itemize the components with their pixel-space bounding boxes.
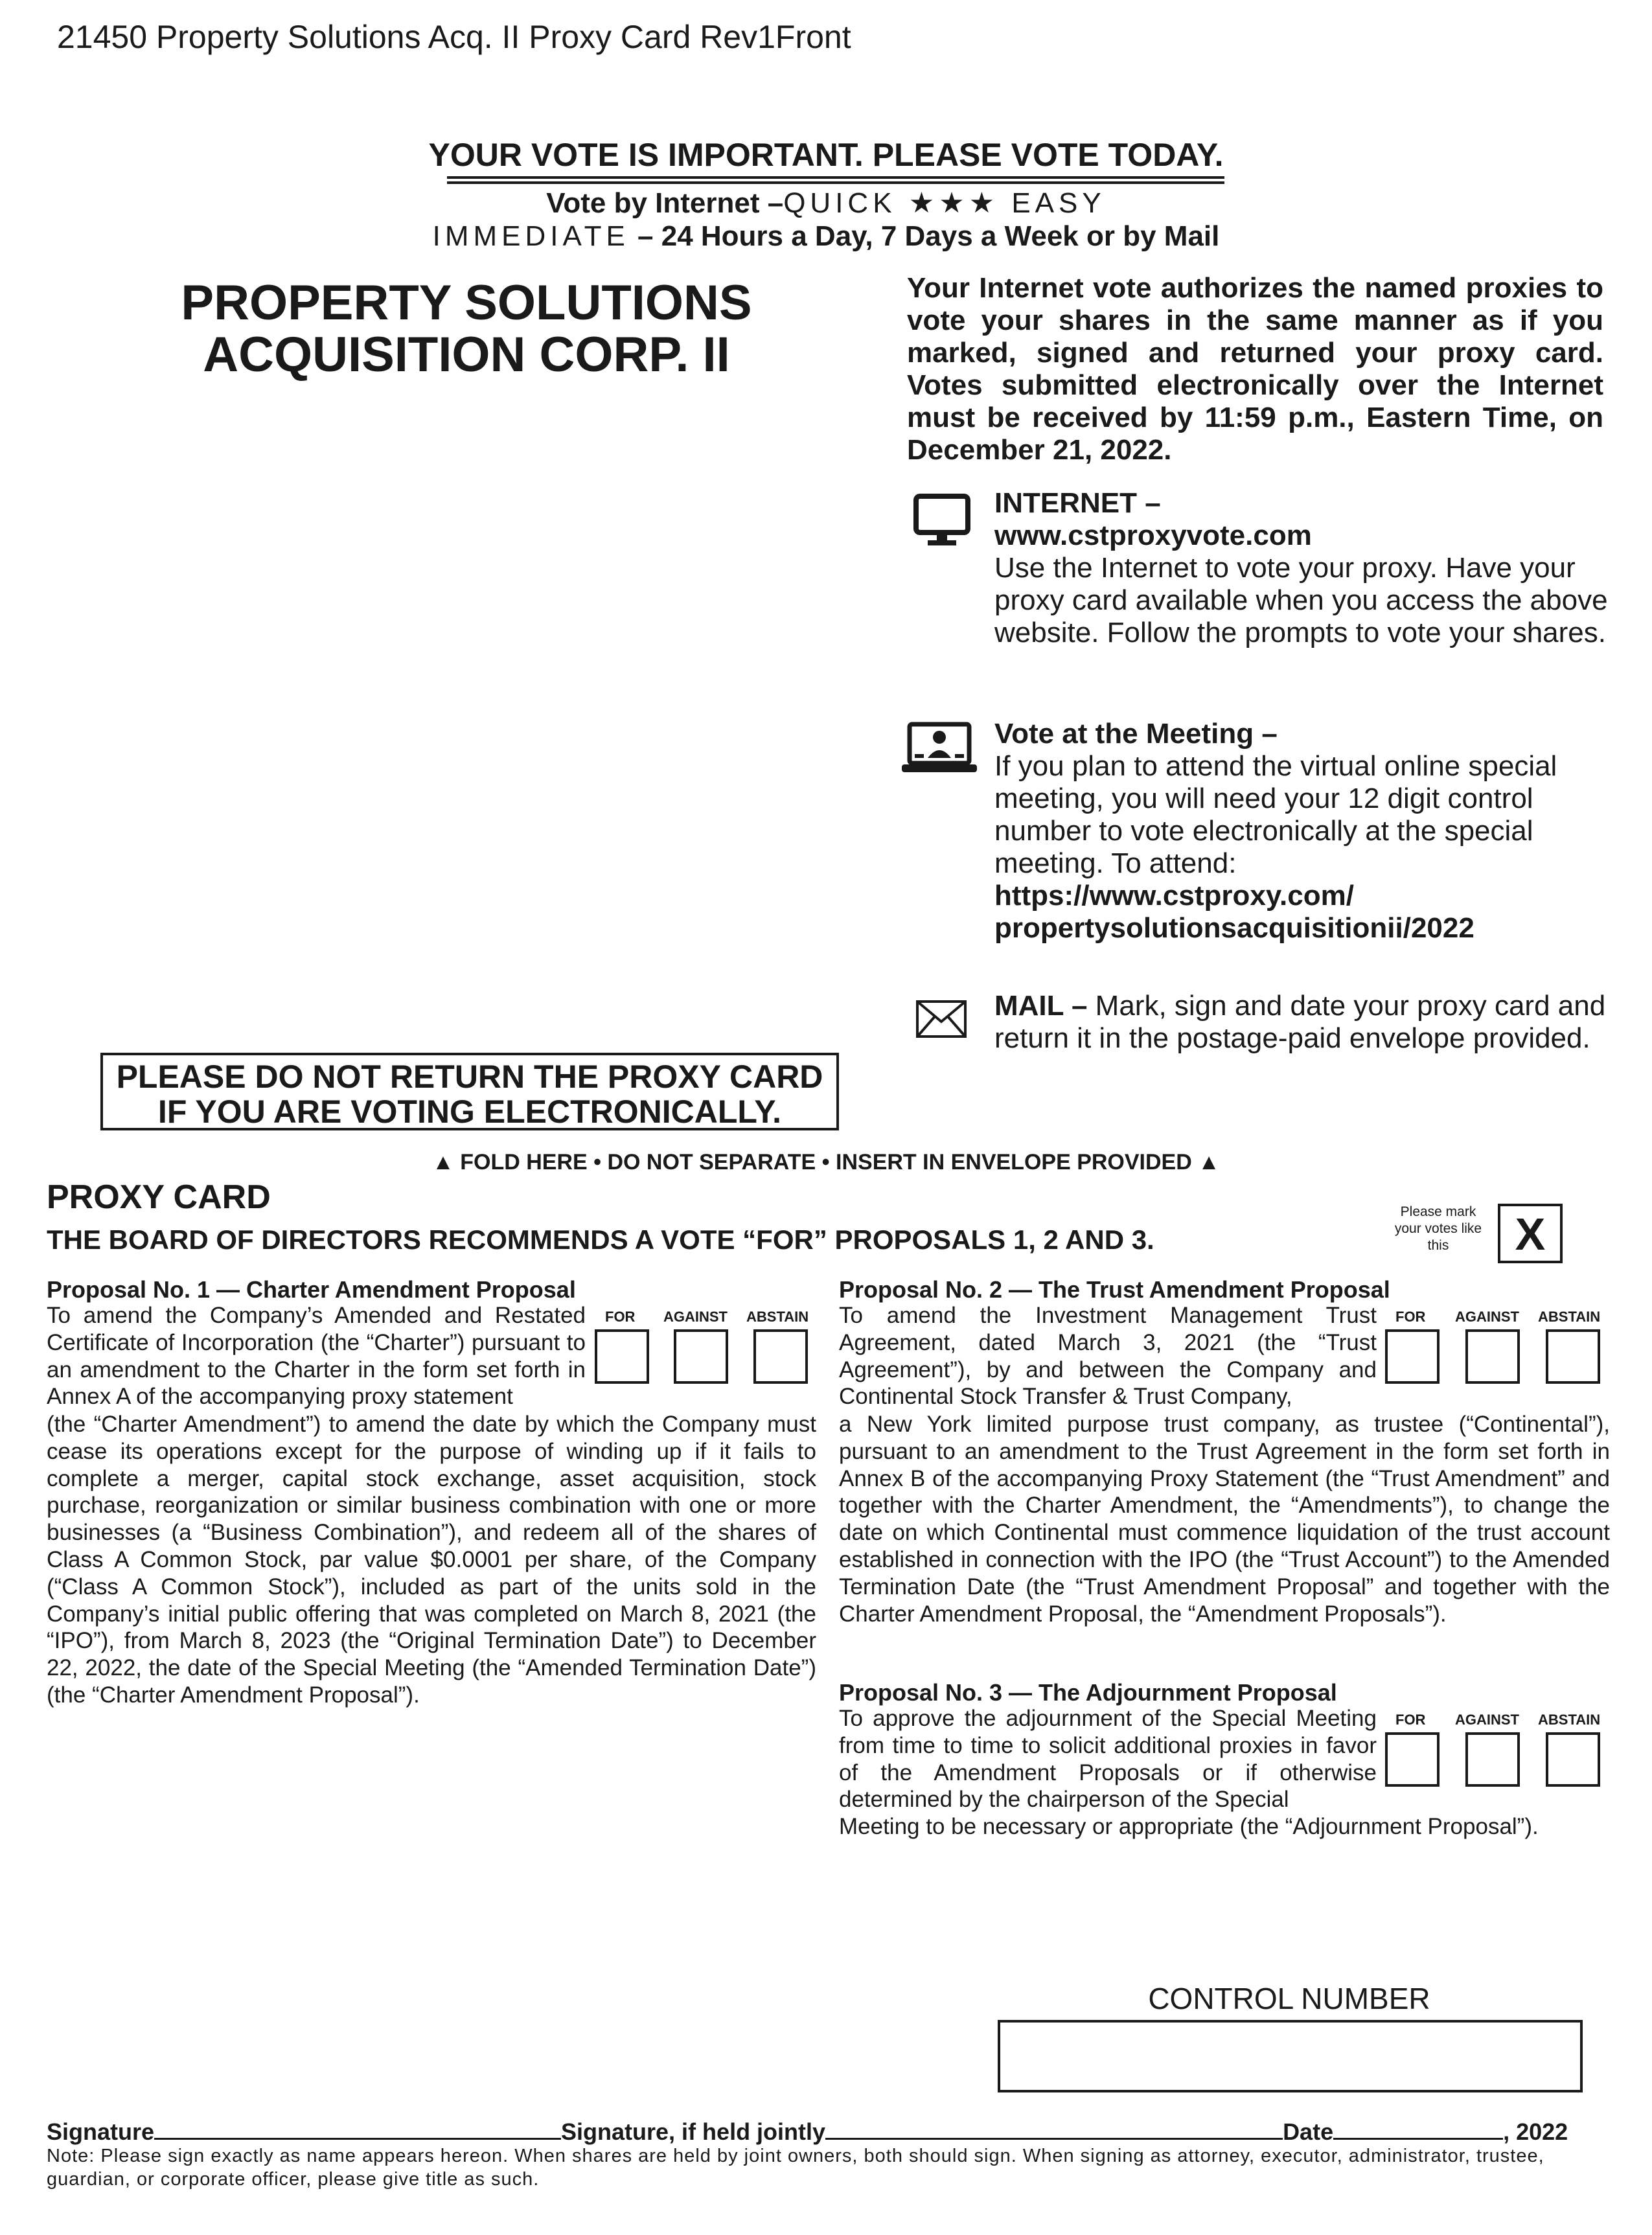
proposal-3-abstain-label: ABSTAIN bbox=[1538, 1712, 1601, 1728]
proposal-2-title: Proposal No. 2 — The Trust Amendment Proposal bbox=[839, 1276, 1390, 1303]
date-label: Date bbox=[1283, 2118, 1334, 2145]
vote-line-2 bbox=[0, 220, 1652, 253]
proposal-1-against-checkbox[interactable] bbox=[674, 1329, 728, 1384]
mark-instruction: Please mark your votes like this bbox=[1394, 1204, 1482, 1253]
fold-instruction: ▲ FOLD HERE • DO NOT SEPARATE • INSERT IN ENVELOPE PROVIDED ▲ bbox=[432, 1150, 1220, 1175]
proposal-1-for-label: FOR bbox=[605, 1309, 636, 1325]
vote-line-1-prefix: Vote by Internet – bbox=[546, 187, 784, 219]
date-field[interactable] bbox=[1333, 2121, 1503, 2140]
headline-rule bbox=[447, 176, 1224, 179]
proposal-3-for-label: FOR bbox=[1395, 1712, 1426, 1728]
laptop-meeting-icon bbox=[901, 720, 978, 778]
proposal-3-against-label: AGAINST bbox=[1455, 1712, 1519, 1728]
proposal-3-abstain-checkbox[interactable] bbox=[1546, 1732, 1600, 1787]
internet-title: INTERNET – bbox=[994, 487, 1161, 519]
proposal-2-vote-labels bbox=[1382, 1309, 1609, 1325]
signature-label: Signature bbox=[47, 2118, 155, 2145]
mark-example-box: X bbox=[1498, 1204, 1563, 1263]
meeting-method bbox=[994, 718, 1610, 945]
joint-signature-label: Signature, if held jointly bbox=[561, 2118, 826, 2145]
proposal-1-text-top: To amend the Company’s Amended and Restated Certificate of Incorporation (the “Charter”) pursuant to an amendment to the Charter in the form set forth in Annex A of the accompanying proxy statement bbox=[47, 1303, 586, 1410]
vote-line-2-spaced: IMMEDIATE bbox=[432, 220, 630, 252]
proposal-1-abstain-checkbox[interactable] bbox=[753, 1329, 808, 1384]
proposal-3-vote-labels bbox=[1382, 1712, 1609, 1728]
control-number-field[interactable] bbox=[998, 2020, 1583, 2092]
company-name bbox=[110, 277, 823, 381]
proposal-1-title: Proposal No. 1 — Charter Amendment Proposal bbox=[47, 1276, 576, 1303]
proposal-1-abstain-label: ABSTAIN bbox=[746, 1309, 809, 1325]
internet-instructions: Use the Internet to vote your proxy. Have your proxy card available when you access the above website. Follow the prompts to vote your shares. bbox=[994, 552, 1608, 648]
company-name-line-2: ACQUISITION CORP. II bbox=[203, 327, 730, 382]
proposal-1-against-label: AGAINST bbox=[663, 1309, 728, 1325]
mail-method bbox=[994, 990, 1610, 1055]
mail-instructions: Mark, sign and date your proxy card and return it in the postage-paid envelope provided. bbox=[994, 990, 1606, 1054]
internet-authorization-text: Your Internet vote authorizes the named proxies to vote your shares in the same manner as if you marked, signed and returned your proxy card. Votes submitted electronically over the Internet must be received by 11:59 p.m., Eastern Time, on December 21, 2022. bbox=[907, 272, 1603, 466]
proposal-2-abstain-label: ABSTAIN bbox=[1538, 1309, 1601, 1325]
signature-line bbox=[47, 2118, 1608, 2146]
joint-signature-field[interactable] bbox=[825, 2121, 1283, 2140]
headline-rule-2 bbox=[447, 181, 1224, 184]
proposal-2-abstain-checkbox[interactable] bbox=[1546, 1329, 1600, 1384]
proposal-1-text-bottom: (the “Charter Amendment”) to amend the date by which the Company must cease its operations except for the purpose of winding up if it fails to complete a merger, capital stock exchange, asset acquisition, stock purchase, reorganization or similar business combination with one or more businesses (a “Business Combination”), and redeem all of the shares of Class A Common Stock, par value $0.0001 per share, of the Company (“Class A Common Stock”), included as part of the units sold in the Company’s initial public offering that was completed on March 8, 2021 (the “IPO”), from March 8, 2023 (the “Original Termination Date”) to December 22, 2022, the date of the Special Meeting (the “Amended Termination Date”) (the “Charter Amendment Proposal”). bbox=[47, 1412, 816, 1708]
proposal-3-against-checkbox[interactable] bbox=[1465, 1732, 1520, 1787]
proposal-1-for-checkbox[interactable] bbox=[595, 1329, 649, 1384]
meeting-instructions: If you plan to attend the virtual online special meeting, you will need your 12 digit control number to vote electronically at the special meeting. To attend: bbox=[994, 750, 1557, 879]
vote-line-1 bbox=[0, 187, 1652, 220]
notice-line-2: IF YOU ARE VOTING ELECTRONICALLY. bbox=[157, 1094, 782, 1130]
signature-note: Note: Please sign exactly as name appears hereon. When shares are held by joint owners, both should sign. When signing as attorney, executor, administrator, trustee, guardian, or corporate officer, please give title as such. bbox=[47, 2146, 1544, 2190]
proposal-2-text-top: To amend the Investment Management Trust Agreement, dated March 3, 2021 (the “Trust Agreement”), by and between the Company and Continental Stock Transfer & Trust Company, bbox=[839, 1303, 1377, 1410]
internet-method bbox=[994, 487, 1610, 649]
monitor-icon bbox=[913, 494, 970, 551]
meeting-title: Vote at the Meeting – bbox=[994, 718, 1278, 750]
mail-title: MAIL – bbox=[994, 990, 1088, 1022]
internet-url[interactable]: www.cstproxyvote.com bbox=[994, 520, 1312, 551]
proposal-1-vote-labels bbox=[591, 1309, 818, 1325]
board-recommendation: THE BOARD OF DIRECTORS RECOMMENDS A VOTE “FOR” PROPOSALS 1, 2 AND 3. bbox=[47, 1224, 1154, 1255]
signature-field[interactable] bbox=[154, 2121, 561, 2140]
meeting-url-line-1[interactable]: https://www.cstproxy.com/ bbox=[994, 880, 1354, 911]
proposal-2-against-label: AGAINST bbox=[1455, 1309, 1519, 1325]
vote-line-2-suffix: – 24 Hours a Day, 7 Days a Week or by Mail bbox=[629, 220, 1220, 252]
company-name-line-1: PROPERTY SOLUTIONS bbox=[181, 275, 752, 330]
proposal-2-for-label: FOR bbox=[1395, 1309, 1426, 1325]
proposal-2-text-bottom: a New York limited purpose trust company, as trustee (“Continental”), pursuant to an amendment to the Trust Agreement in the form set forth in Annex B of the accompanying Proxy Statement (the “Trust Amendment” and together with the Charter Amendment, the “Amendments”), to change the date on which Continental must commence liquidation of the trust account established in connection with the IPO (the “Trust Account”) to the Amended Termination Date (the “Trust Amendment Proposal” and together with the Charter Amendment Proposal, the “Amendment Proposals”). bbox=[839, 1412, 1610, 1627]
proxy-card-title: PROXY CARD bbox=[47, 1178, 271, 1216]
proposal-3-title: Proposal No. 3 — The Adjournment Proposal bbox=[839, 1679, 1337, 1706]
proposal-2-against-checkbox[interactable] bbox=[1465, 1329, 1520, 1384]
date-year: , 2022 bbox=[1503, 2118, 1568, 2145]
proposal-3-text-top: To approve the adjournment of the Special Meeting from time to time to solicit additional proxies in favor of the Amendment Proposals or if otherwise determined by the chairperson of the Special bbox=[839, 1706, 1377, 1813]
notice-line-1: PLEASE DO NOT RETURN THE PROXY CARD bbox=[116, 1059, 823, 1095]
electronic-vote-notice bbox=[100, 1053, 839, 1130]
envelope-icon bbox=[915, 1000, 967, 1042]
proposal-3-text-bottom: Meeting to be necessary or appropriate (the “Adjournment Proposal”). bbox=[839, 1814, 1539, 1839]
proposal-3-for-checkbox[interactable] bbox=[1385, 1732, 1440, 1787]
vote-headline: YOUR VOTE IS IMPORTANT. PLEASE VOTE TODAY. bbox=[428, 137, 1224, 173]
proposal-2-for-checkbox[interactable] bbox=[1385, 1329, 1440, 1384]
vote-line-1-spaced: QUICK ★★★ EASY bbox=[783, 187, 1106, 219]
document-header: 21450 Property Solutions Acq. II Proxy Card Rev1Front bbox=[57, 19, 851, 55]
meeting-url-line-2[interactable]: propertysolutionsacquisitionii/2022 bbox=[994, 912, 1474, 944]
control-number-label: CONTROL NUMBER bbox=[1148, 1982, 1430, 2015]
